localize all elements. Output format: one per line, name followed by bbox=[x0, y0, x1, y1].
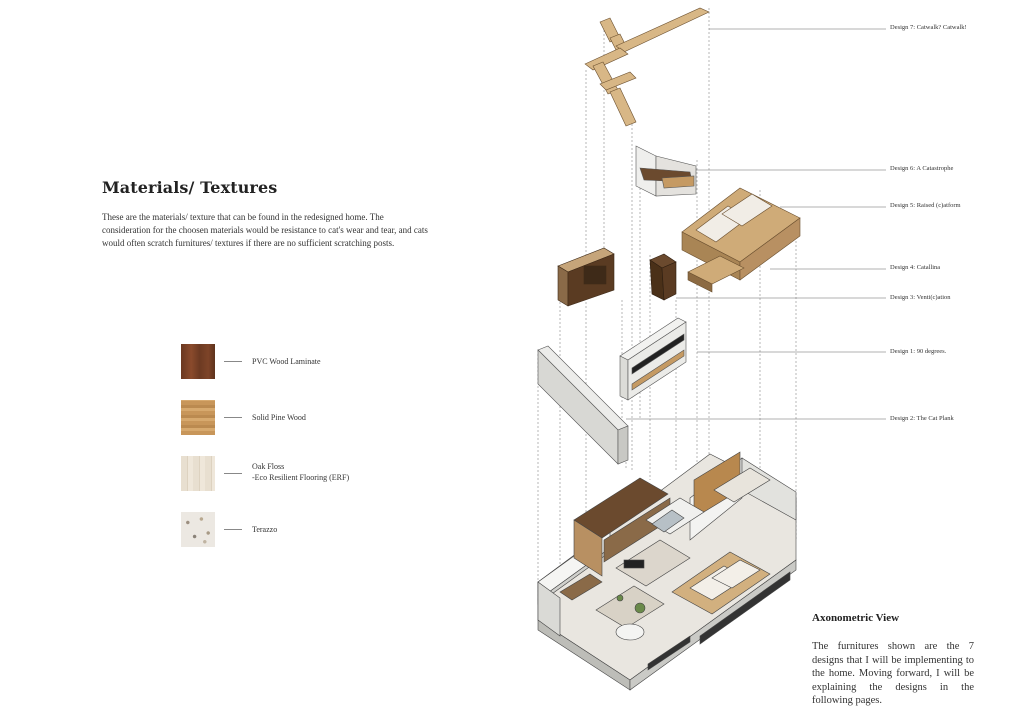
material-leader bbox=[224, 473, 242, 474]
corner-shelf-unit bbox=[636, 146, 696, 196]
floor-plan bbox=[538, 452, 796, 690]
catallina-cabinet bbox=[558, 248, 614, 306]
cat-plank-wall bbox=[538, 346, 628, 464]
callout-design-5: Design 5: Raised (c)atform bbox=[890, 202, 961, 209]
axonometric-title: Axonometric View bbox=[812, 612, 900, 624]
material-label-oak-name: Oak Floss bbox=[252, 462, 285, 471]
ventilation-panel bbox=[650, 254, 676, 300]
material-leader bbox=[224, 529, 242, 530]
material-leader bbox=[224, 417, 242, 418]
callout-design-1: Design 1: 90 degrees. bbox=[890, 348, 947, 355]
callout-design-4: Design 4: Catallina bbox=[890, 264, 941, 271]
wall-shelf-90 bbox=[620, 318, 686, 400]
oak-floss-swatch bbox=[181, 456, 215, 491]
axonometric-description: The furnitures shown are the 7 designs that I will be implementing to the home. Moving forward, I will be explaining the designs in the following pages. bbox=[812, 641, 974, 706]
callout-design-7: Design 7: Catwalk? Catwalk! bbox=[890, 24, 967, 31]
material-leader bbox=[224, 361, 242, 362]
pvc-wood-laminate-swatch bbox=[181, 344, 215, 379]
material-label-pvc: PVC Wood Laminate bbox=[252, 357, 321, 366]
page-title: Materials/ Textures bbox=[102, 178, 278, 197]
terrazzo-swatch bbox=[181, 512, 215, 547]
material-label-pine: Solid Pine Wood bbox=[252, 413, 306, 422]
material-label-terrazzo: Terazzo bbox=[252, 525, 278, 534]
material-label-oak-sub: -Eco Resilient Flooring (ERF) bbox=[252, 473, 350, 482]
callout-design-3: Design 3: Venti(c)ation bbox=[890, 294, 951, 301]
solid-pine-wood-swatch bbox=[181, 400, 215, 435]
callout-design-2: Design 2: The Cat Plank bbox=[890, 415, 954, 422]
intro-paragraph: These are the materials/ texture that can be found in the redesigned home. The consideration for the choosen materials would be resistance to cat's wear and tear, and cats would often scratch furnitures/ textures if there are no sufficient scratching posts. bbox=[102, 212, 428, 248]
raised-platform bbox=[682, 188, 800, 292]
callout-design-6: Design 6: A Catastrophe bbox=[890, 165, 954, 172]
catwalk-shelves bbox=[585, 8, 709, 126]
material-label-oak bbox=[252, 461, 349, 483]
